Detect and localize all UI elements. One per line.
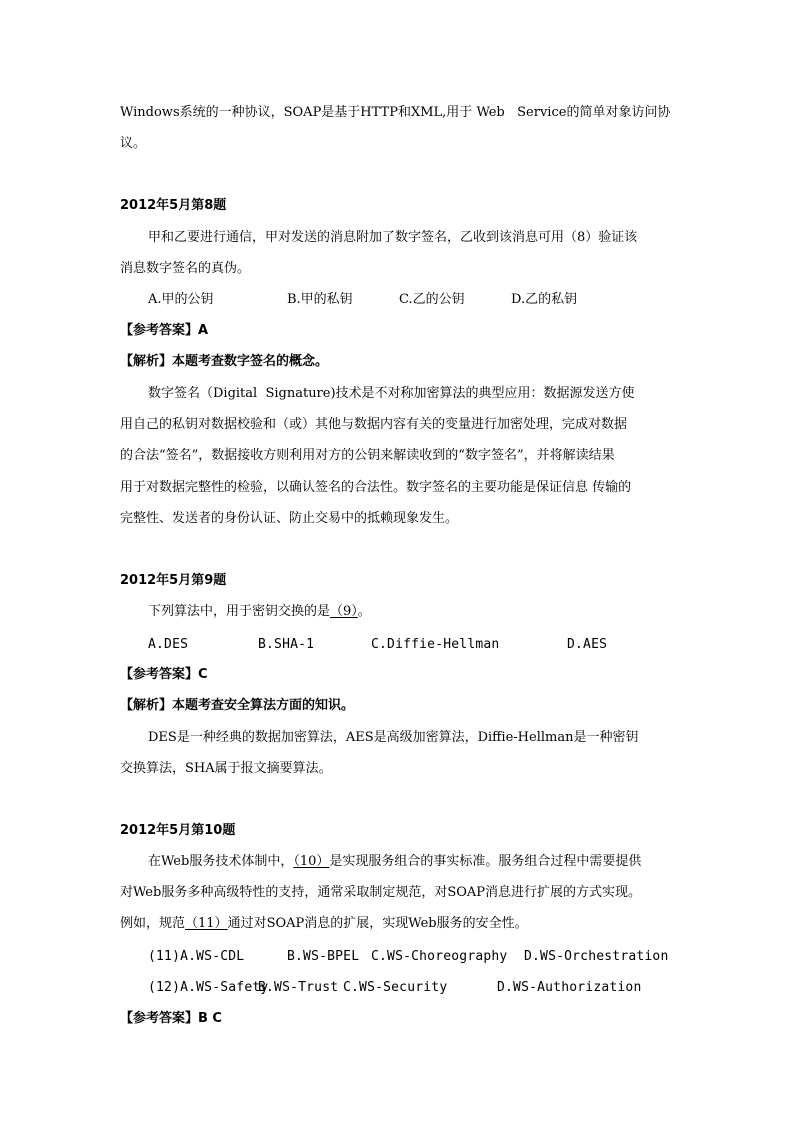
q8-body-line-3: 的合法“签名”，数据接收方则利用对方的公钥来解读收到的“数字签名”，并将解读结果 bbox=[120, 448, 615, 463]
q10-option-11-b: B.WS-BPEL bbox=[287, 949, 360, 964]
q9-answer: 【参考答案】C bbox=[120, 667, 208, 682]
q10-stem-1-end: 是实现服务组合的事实标准。服务组合过程中需要提供 bbox=[329, 854, 642, 869]
q9-body-line-2: 交换算法，SHA属于报文摘要算法。 bbox=[120, 761, 332, 776]
q9-option-c: C.Diffie-Hellman bbox=[371, 637, 500, 652]
q9-stem-end: 。 bbox=[357, 604, 371, 619]
q8-body-line-5: 完整性、发送者的身份认证、防止交易中的抵赖现象发生。 bbox=[120, 511, 459, 526]
q8-heading: 2012年5月第8题 bbox=[120, 198, 227, 213]
intro-line-2: 议。 bbox=[120, 136, 147, 151]
q8-option-a: A.甲的公钥 bbox=[148, 292, 214, 307]
q8-answer: 【参考答案】A bbox=[120, 323, 209, 338]
q8-stem-line-2: 消息数字签名的真伪。 bbox=[120, 261, 251, 276]
q10-stem-line-1 bbox=[148, 853, 641, 871]
q8-body-line-1: 数字签名（Digital Signature)技术是不对称加密算法的典型应用：数据源发送方使 bbox=[148, 386, 635, 401]
q10-stem-3-text: 例如，规范 bbox=[120, 916, 186, 931]
q8-stem-line-1: 甲和乙要进行通信，甲对发送的消息附加了数字签名，乙收到该消息可用（8）验证该 bbox=[148, 230, 638, 245]
q10-heading: 2012年5月第10题 bbox=[120, 823, 236, 838]
q9-option-b: B.SHA-1 bbox=[258, 637, 315, 652]
q10-blank-10: （10） bbox=[293, 854, 330, 869]
q10-option-12-a: (12)A.WS-Safety bbox=[148, 980, 269, 995]
q10-stem-3-end: 通过对SOAP消息的扩展，实现Web服务的安全性。 bbox=[227, 916, 528, 931]
q10-option-11-d: D.WS-Orchestration bbox=[524, 949, 669, 964]
intro-line-1: Windows系统的一种协议，SOAP是基于HTTP和XML,用于 Web Service的简单对象访问协 bbox=[120, 105, 671, 120]
q9-body-line-1: DES是一种经典的数据加密算法，AES是高级加密算法，Diffie-Hellman是一种密钥 bbox=[148, 730, 639, 745]
q10-option-11-a: (11)A.WS-CDL bbox=[148, 949, 245, 964]
q9-heading: 2012年5月第9题 bbox=[120, 573, 227, 588]
q8-option-b: B.甲的私钥 bbox=[287, 292, 353, 307]
q9-analysis-heading: 【解析】本题考查安全算法方面的知识。 bbox=[120, 698, 355, 713]
q8-option-d: D.乙的私钥 bbox=[511, 292, 578, 307]
q10-blank-11: （11） bbox=[185, 916, 228, 931]
q9-stem-text: 下列算法中，用于密钥交换的是 bbox=[148, 604, 331, 619]
q10-option-12-d: D.WS-Authorization bbox=[497, 980, 642, 995]
q9-blank: （9） bbox=[330, 604, 358, 619]
q8-body-line-2: 用自己的私钥对数据校验和（或）其他与数据内容有关的变量进行加密处理，完成对数据 bbox=[120, 417, 628, 432]
q8-option-c: C.乙的公钥 bbox=[399, 292, 465, 307]
q8-body-line-4: 用于对数据完整性的检验，以确认签名的合法性。数字签名的主要功能是保证信息 传输的 bbox=[120, 480, 632, 495]
q10-option-11-c: C.WS-Choreography bbox=[371, 949, 508, 964]
q9-option-d: D.AES bbox=[567, 637, 608, 652]
q10-stem-1-text: 在Web服务技术体制中， bbox=[148, 854, 294, 869]
q8-analysis-heading: 【解析】本题考查数字签名的概念。 bbox=[120, 354, 329, 369]
q10-option-12-b: B.WS-Trust bbox=[258, 980, 339, 995]
q10-stem-line-2: 对Web服务多种高级特性的支持，通常采取制定规范，对SOAP消息进行扩展的方式实现。 bbox=[120, 885, 642, 900]
q9-stem bbox=[148, 603, 371, 621]
q10-stem-line-3 bbox=[120, 915, 528, 933]
q10-option-12-c: C.WS-Security bbox=[343, 980, 448, 995]
q9-option-a: A.DES bbox=[148, 637, 189, 652]
q10-answer: 【参考答案】B C bbox=[120, 1011, 222, 1026]
